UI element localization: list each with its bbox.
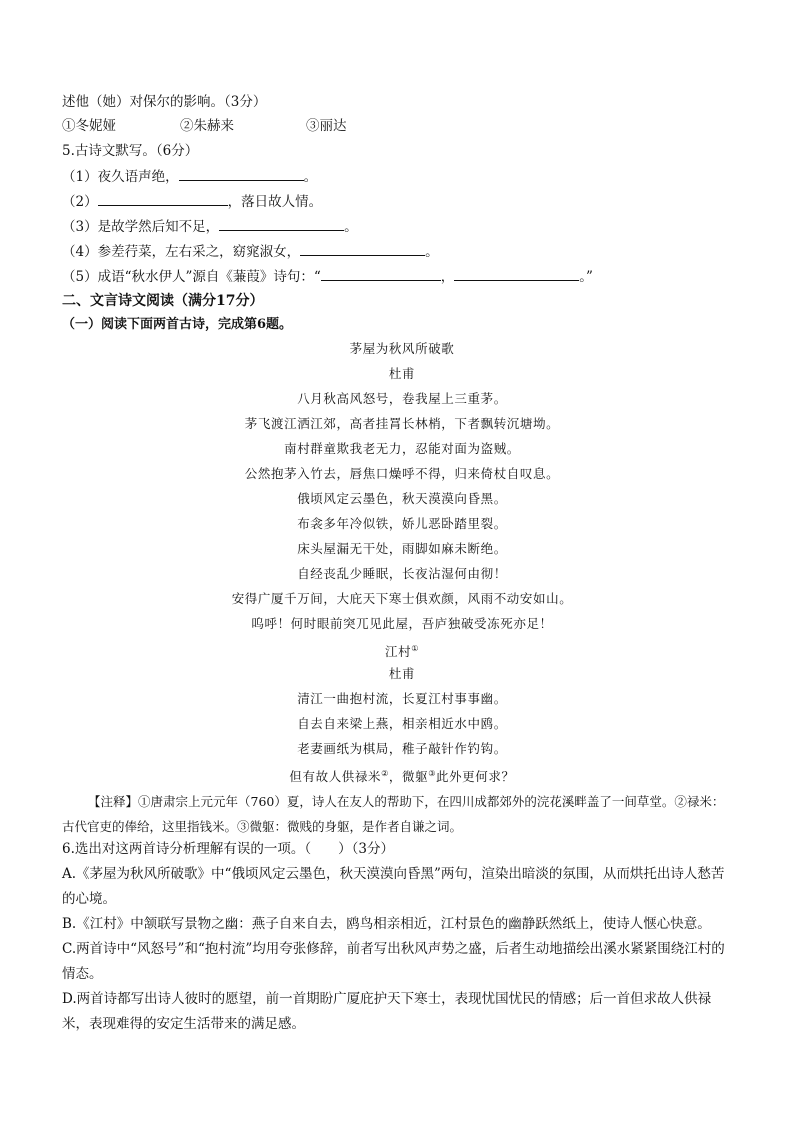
answer-blank[interactable] <box>321 266 441 281</box>
answer-blank[interactable] <box>454 266 579 281</box>
poem-1-line: 床头屋漏无干处，雨脚如麻未断绝。 <box>297 541 507 556</box>
poem-1-line: 安得广厦千万间，大庇天下寒士俱欢颜，风雨不动安如山。 <box>231 591 573 606</box>
poem-2-line-part: 但有故人供禄米 <box>289 769 382 785</box>
poem-1-line: 自经丧乱少睡眠，长夜沾湿何由彻！ <box>297 566 507 581</box>
footnote-mark: ③ <box>428 769 436 778</box>
annotation <box>62 789 734 839</box>
footnote-mark: ① <box>411 644 419 653</box>
poem-2-line-part: ，微躯 <box>388 769 429 785</box>
q4-option-3: ③丽达 <box>306 118 347 134</box>
q5-item-2 <box>62 191 322 212</box>
q5-item-5-end: 。” <box>579 269 593 285</box>
q5-item-2-text: ，落日故人情。 <box>227 194 323 210</box>
q5-item-4 <box>62 241 439 262</box>
poem-2-line-part: 此外更何求？ <box>435 769 515 785</box>
q5-item-4-end: 。 <box>425 244 439 260</box>
q5-item-3-text: （3）是故学然后知不足， <box>62 219 220 235</box>
poem-2-line: 清江一曲抱村流，长夏江村事事幽。 <box>297 691 507 706</box>
q5-item-3-end: 。 <box>344 219 358 235</box>
poem-2-line <box>62 764 742 787</box>
poem-2-title-text: 江村 <box>385 644 412 660</box>
poem-2-author: 杜甫 <box>388 666 416 681</box>
q6-option-d[interactable]: D.两首诗都写出诗人彼时的愿望，前一首期盼广厦庇护天下寒士，表现忧国忧民的情感；后一首但求故人供禄米，表现难得的安定生活带来的满足感。 <box>62 991 712 1032</box>
answer-blank[interactable] <box>98 191 228 206</box>
answer-blank[interactable] <box>219 216 344 231</box>
poem-1-line: 俄顷风定云墨色，秋天漠漠向昏黑。 <box>297 491 507 506</box>
q4-options <box>62 116 347 136</box>
q5-item-1-text: （1）夜久语声绝， <box>62 169 179 185</box>
q6-option-b[interactable]: B.《江村》中颔联写景物之幽：燕子自来自去，鸥鸟相亲相近，江村景色的幽静跃然纸上，使诗人惬心快意。 <box>62 916 711 932</box>
q5-item-4-text: （4）参差荇菜，左右采之，窈窕淑女， <box>62 244 301 260</box>
poem-1-line: 八月秋高风怒号，卷我屋上三重茅。 <box>297 391 507 406</box>
q5-item-2-num: （2） <box>62 194 98 210</box>
annotation-text-1: 【注释】①唐肃宗上元元年（760）夏，诗人在友人的帮助下，在四川成都郊外的浣花溪畔盖了一间草堂。② <box>88 794 687 809</box>
section-2-sub-1: （一）阅读下面两首古诗，完成第6题。 <box>62 317 293 332</box>
footnote-mark: ② <box>381 769 389 778</box>
poem-2-line: 老妻画纸为棋局，稚子敲针作钓钩。 <box>297 741 507 756</box>
poem-1-line: 南村群童欺我老无力，忍能对面为盗贼。 <box>284 441 520 456</box>
poem-1-line: 布衾多年冷似铁，娇儿恶卧踏里裂。 <box>297 516 507 531</box>
q4-option-2: ②朱赫来 <box>180 118 234 134</box>
q6-option-a[interactable]: A.《茅屋为秋风所破歌》中“俄顷风定云墨色，秋天漠漠向昏黑”两句，渲染出暗淡的氛围，从而烘托出诗人愁苦的心境。 <box>62 866 725 907</box>
poem-2-line: 自去自来梁上燕，相亲相近水中鸥。 <box>297 716 507 731</box>
q5-item-5-text: （5）成语“秋水伊人”源自《蒹葭》诗句：“ <box>62 269 321 285</box>
q5-item-3 <box>62 216 358 237</box>
q6-stem: 6.选出对这两首诗分析理解有误的一项。（ ）（3分） <box>62 841 394 857</box>
poem-1-line: 茅飞渡江洒江郊，高者挂罥长林梢，下者飘转沉塘坳。 <box>244 416 560 431</box>
q5-item-1 <box>62 166 317 187</box>
q6-option-c[interactable]: C.两首诗中“风怒号”和“抱村流”均用夸张修辞，前者写出秋风声势之盛，后者生动地描绘出溪水紧紧围绕江村的情态。 <box>62 941 725 982</box>
poem-1-author: 杜甫 <box>388 366 416 381</box>
answer-blank[interactable] <box>300 241 425 256</box>
annotation-text-2: 禄米：古代官吏的俸给，这里指钱米。③微躯：微贱的身躯，是作者自谦之词。 <box>62 794 725 834</box>
q5-title: 5.古诗文默写。（6分） <box>62 143 199 159</box>
q4-continuation: 述他（她）对保尔的影响。（3分） <box>62 94 267 110</box>
q5-item-1-end: 。 <box>303 169 318 185</box>
q4-option-1: ①冬妮娅 <box>62 118 116 134</box>
poem-1-title: 茅屋为秋风所破歌 <box>349 341 455 356</box>
poem-1-line: 呜呼！何时眼前突兀见此屋，吾庐独破受冻死亦足！ <box>251 616 553 631</box>
q5-item-5 <box>62 266 593 287</box>
answer-blank[interactable] <box>179 166 304 181</box>
section-2-title: 二、文言诗文阅读（满分17分） <box>62 293 264 309</box>
q5-item-5-comma: ， <box>440 269 455 285</box>
poem-2-title <box>62 639 742 662</box>
poem-1-line: 公然抱茅入竹去，唇焦口燥呼不得，归来倚杖自叹息。 <box>244 466 560 481</box>
